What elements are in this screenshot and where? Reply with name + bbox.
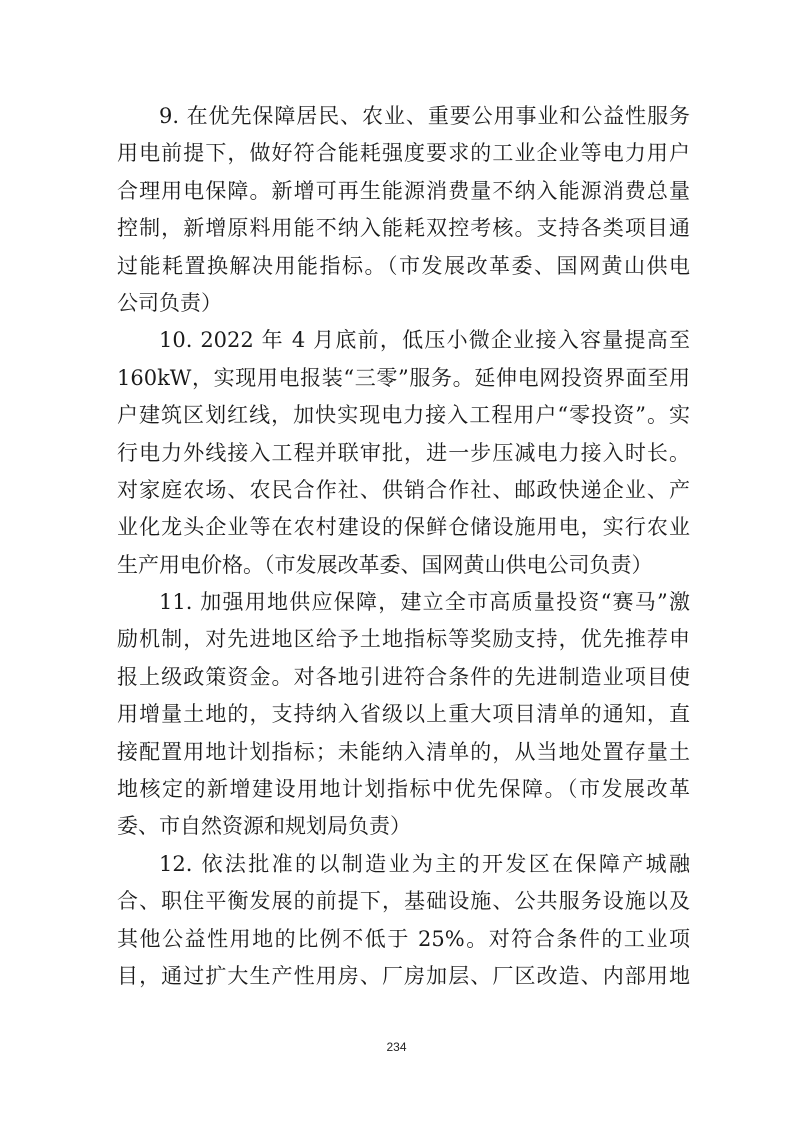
text-line: 其他公益性用地的比例不低于 25%。对符合条件的工业项	[117, 926, 690, 951]
text-line: 合理用电保障。新增可再生能源消费量不纳入能源消费总量	[117, 178, 690, 203]
body-text	[117, 98, 690, 995]
page-number: 234	[386, 1040, 407, 1054]
text-line: 用增量土地的，支持纳入省级以上重大项目清单的通知，直	[117, 702, 690, 727]
text-line: 励机制，对先进地区给予土地指标等奖励支持，优先推荐申	[117, 627, 690, 652]
text-line: 业化龙头企业等在农村建设的保鲜仓储设施用电，实行农业	[117, 515, 690, 540]
text-line: 11. 加强用地供应保障，建立全市高质量投资“赛马”激	[159, 590, 690, 615]
text-line: 目，通过扩大生产性用房、厂房加层、厂区改造、内部用地	[117, 963, 690, 988]
text-line: 12. 依法批准的以制造业为主的开发区在保障产城融	[159, 851, 690, 876]
text-line: 合、职住平衡发展的前提下，基础设施、公共服务设施以及	[117, 889, 690, 914]
text-line: 地核定的新增建设用地计划指标中优先保障。（市发展改革	[117, 777, 690, 802]
text-line: 160kW，实现用电报装“三零”服务。延伸电网投资界面至用	[117, 365, 690, 390]
text-line: 户建筑区划红线，加快实现电力接入工程用户“零投资”。实	[117, 403, 690, 428]
text-line: 行电力外线接入工程并联审批，进一步压减电力接入时长。	[117, 440, 690, 465]
text-line: 9. 在优先保障居民、农业、重要公用事业和公益性服务	[159, 104, 690, 128]
text-line: 报上级政策资金。对各地引进符合条件的先进制造业项目使	[117, 664, 690, 689]
text-line: 10. 2022 年 4 月底前，低压小微企业接入容量提高至	[159, 328, 690, 353]
text-line: 委、市自然资源和规划局负责）	[117, 814, 411, 839]
text-line: 对家庭农场、农民合作社、供销合作社、邮政快递企业、产	[117, 477, 690, 502]
text-line: 生产用电价格。（市发展改革委、国网黄山供电公司负责）	[117, 552, 653, 577]
text-line: 控制，新增原料用能不纳入能耗双控考核。支持各类项目通	[117, 216, 690, 241]
text-line: 用电前提下，做好符合能耗强度要求的工业企业等电力用户	[117, 141, 690, 166]
text-line: 公司负责）	[117, 290, 222, 315]
text-line: 过能耗置换解决用能指标。（市发展改革委、国网黄山供电	[117, 253, 690, 278]
text-line: 接配置用地计划指标；未能纳入清单的，从当地处置存量土	[117, 739, 690, 764]
